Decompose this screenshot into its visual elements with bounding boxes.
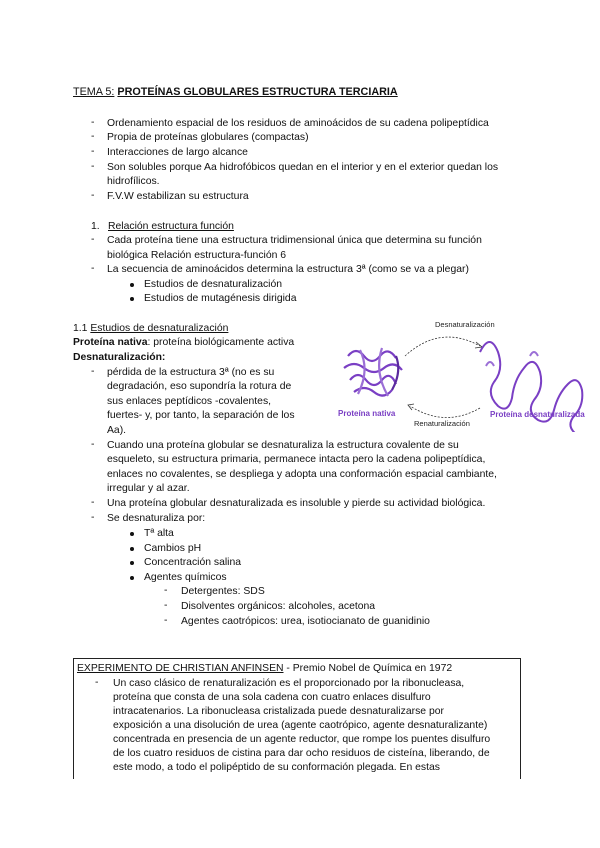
agent-item: Tª alta <box>144 528 174 539</box>
figure-bottom-label: Renaturalización <box>414 419 470 428</box>
list-item: Una proteína globular desnaturalizada es insoluble y pierde su actividad biológica. <box>107 498 486 509</box>
chemical-agent-item: Disolventes orgánicos: alcoholes, acetona <box>181 601 376 612</box>
page-title <box>73 86 398 99</box>
bullet-dot <box>130 283 134 287</box>
bullet-dot <box>130 576 134 580</box>
list-item: F.V.W estabilizan su estructura <box>107 191 249 202</box>
chemical-agent-item: Detergentes: SDS <box>181 586 265 597</box>
title-label: TEMA 5: <box>73 86 115 98</box>
anfinsen-line: Un caso clásico de renaturalización es el proporcionado por la ribonucleasa, <box>113 678 465 689</box>
sub-list-item: Estudios de mutagénesis dirigida <box>144 293 297 304</box>
anfinsen-heading-suffix: - Premio Nobel de Química en 1972 <box>283 663 453 674</box>
native-label: Proteína nativa <box>338 409 396 418</box>
native-protein-illustration <box>344 348 402 396</box>
section-heading: Relación estructura función <box>108 221 234 232</box>
list-item: Son solubles porque Aa hidrofóbicos quedan en el interior y en el exterior quedan los <box>107 162 499 173</box>
anfinsen-line: este modo, a todo el polipéptido de su conformación plegada. En estas <box>113 762 440 773</box>
anfinsen-line: concentrada en presencia de un agente reductor, que rompe los puentes disulfuro <box>113 734 491 745</box>
anfinsen-heading: EXPERIMENTO DE CHRISTIAN ANFINSEN <box>77 663 284 674</box>
list-item-continuation: biológica Relación estructura-función 6 <box>107 250 287 261</box>
denat-line: pérdida de la estructura 3ª (no es su <box>107 367 275 378</box>
bullet-dot <box>130 547 134 551</box>
list-item: Interacciones de largo alcance <box>107 147 248 158</box>
sub-list-item: Estudios de desnaturalización <box>144 279 283 290</box>
denat-line: Aa). <box>107 425 127 436</box>
list-item: Cada proteína tiene una estructura tridimensional única que determina su función <box>107 235 482 246</box>
list-item: Cuando una proteína globular se desnaturaliza la estructura covalente de su <box>107 440 459 451</box>
bullet-dot <box>130 532 134 536</box>
denaturation-arrow <box>405 337 480 356</box>
subsection-heading <box>73 322 228 335</box>
native-text: : proteína biológicamente activa <box>147 337 295 348</box>
denat-line: fuertes- y, por tanto, la separación de los <box>107 410 295 421</box>
chemical-agent-item: Agentes caotrópicos: urea, isotiocianato de guanidinio <box>181 616 430 627</box>
denaturation-figure <box>330 316 595 432</box>
subsection-number: 1.1 <box>73 323 88 334</box>
native-definition <box>73 336 294 349</box>
arrow-head <box>475 342 482 348</box>
bullet-dot <box>130 561 134 565</box>
list-item: Ordenamiento espacial de los residuos de aminoácidos de su cadena polipeptídica <box>107 118 489 129</box>
arrow-head <box>408 404 414 410</box>
anfinsen-line: intracatenarios. La ribonucleasa cristalizada puede desnaturalizarse por <box>113 706 444 717</box>
list-item-continuation: irregular y al azar. <box>107 483 190 494</box>
anfinsen-line: proteína que consta de una sola cadena con cuatro enlaces disulfuro <box>113 692 431 703</box>
anfinsen-line: exposición a una disolución de urea (agente caotrópico, agente desnaturalizante) <box>113 720 488 731</box>
denat-label: Desnaturalización: <box>73 352 166 363</box>
agent-item: Cambios pH <box>144 543 202 554</box>
figure-top-label: Desnaturalización <box>435 320 495 329</box>
title-main: PROTEÍNAS GLOBULARES ESTRUCTURA TERCIARIA <box>117 86 398 98</box>
denat-line: sus enlaces peptídicos -covalentes, <box>107 396 272 407</box>
subsection-title: Estudios de desnaturalización <box>90 323 229 334</box>
denat-line: degradación, eso supondría la rotura de <box>107 381 292 392</box>
section-number: 1. <box>91 221 100 232</box>
anfinsen-heading-line <box>77 662 452 675</box>
list-item: La secuencia de aminoácidos determina la estructura 3ª (como se va a plegar) <box>107 264 469 275</box>
denatured-label: Proteína desnaturalizada <box>490 410 585 419</box>
anfinsen-line: de los cuatro residuos de cistina para dar ocho residuos de cisteína, liberando, de <box>113 748 490 759</box>
list-item-continuation: esqueleto, su estructura primaria, permanece intacta pero la cadena polipeptídica, <box>107 454 486 465</box>
agent-item: Concentración salina <box>144 557 242 568</box>
bullet-dot <box>130 297 134 301</box>
document-page: TEMA 5: PROTEÍNAS GLOBULARES ESTRUCTURA TERCIARIA - Ordenamiento espacial de los residuos de aminoácidos de su cadena polipeptídica - Propia de proteínas globulares (compactas) - Interacciones de largo alcance - Son solubles porque Aa hidrofóbicos quedan en el interior y en el exterior quedan los hidrofílicos. - F.V.W estabilizan su estructura 1. Relación estructura función - Cada proteína tiene una estructura tridimensional única que determina su función biológica Relación estructura-función 6 - La secuencia de aminoácidos determina la estructura 3ª (como se va a plegar) Estudios de desnaturalización Estudios de mutagénesis dirigida 1.1 Estudios de desnaturalización Proteína nativa: proteína biológicamente activa Desnaturalización: - pérdida de la estructura 3ª (no es su degradación, eso supondría la rotura de sus enlaces peptídicos -covalentes, fuertes- y, por tanto, la separación de los Aa). - Cuando una proteína globular se desnaturaliza la estructura covalente de su esqueleto, su estructura primaria, permanece intacta pero la cadena polipeptídica, enlaces no covalentes, se despliega y adopta una conformación espacial cambiante, irregular y al azar. - Una proteína globular desnaturalizada es insoluble y pierde su actividad biológica. - Se desnaturaliza por: Tª alta Cambios pH Concentración salina Agentes químicos - Detergentes: SDS - Disolventes orgánicos: alcoholes, acetona - Agentes caotrópicos: urea, isotiocianato de guanidinio Desnaturalización Proteína nativa Renaturalización Proteína desnaturalizada EXPERIMENTO DE CHRISTIAN ANFINSEN - Premio Nobel de Química en 1972 - Un caso clásico de renaturalización es el proporcionado por la ribonucleasa, proteína que consta de una sola cadena con cuatro enlaces disulfuro intracatenarios. La ribonucleasa cristalizada puede desnaturalizarse por exposición a una disolución de urea (agente caotrópico, agente desnaturalizante) concentrada en presencia de un agente reductor, que rompe los puentes disulfuro de los cuatro residuos de cistina para dar ocho residuos de cisteína, liberando, de este modo, a todo el polipéptido de su conformación plegada. En estas <box>0 0 600 848</box>
list-item: Propia de proteínas globulares (compactas) <box>107 132 309 143</box>
renaturation-arrow <box>410 406 480 418</box>
agent-item: Agentes químicos <box>144 572 227 583</box>
list-item-continuation: hidrofílicos. <box>107 176 160 187</box>
native-label: Proteína nativa <box>73 337 148 348</box>
list-item: Se desnaturaliza por: <box>107 513 206 524</box>
list-item-continuation: enlaces no covalentes, se despliega y adopta una conformación espacial cambiante, <box>107 469 497 480</box>
